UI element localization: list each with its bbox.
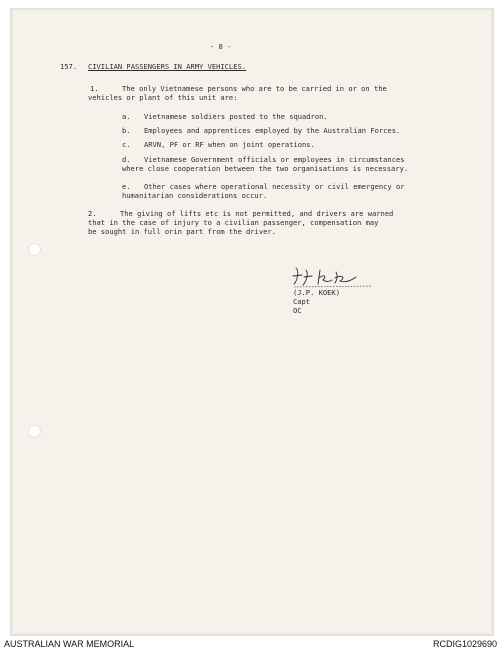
para-1-line-2: vehicles or plant of this unit are: [88,93,238,102]
para-1-line-1: The only Vietnamese persons who are to be carried in or on the [122,84,387,93]
para-1-number: 1. [90,84,99,93]
punch-hole-top [28,243,41,256]
handwritten-signature [290,264,380,290]
signatory-rank: Capt [293,297,311,306]
archive-credit: AUSTRALIAN WAR MEMORIAL [4,639,135,649]
item-b-text: Employees and apprentices employed by the Australian Forces. [144,126,401,135]
para-2-line-2: that in the case of injury to a civilian passenger, compensation may [88,218,379,227]
item-a-text: Vietnamese soldiers posted to the squadron. [144,112,328,121]
item-e-letter: e. [122,182,131,191]
section-heading: CIVILIAN PASSENGERS IN ARMY VEHICLES. [88,62,247,71]
paragraph-number: 157. [60,62,78,71]
item-c-text: ARVN, PF or RF when on joint operations. [144,140,315,149]
item-a-letter: a. [122,112,131,121]
document-page [10,8,494,636]
item-d-text-1: Vietnamese Government officials or employees in circumstances [144,155,405,164]
item-d-text-2: where close cooperation between the two organisations is necessary. [122,164,409,173]
signatory-title: OC [293,306,302,315]
item-c-letter: c. [122,140,131,149]
page-number: - 8 - [210,42,232,51]
item-b-letter: b. [122,126,131,135]
para-2-line-3: be sought in full orin part from the driver. [88,227,276,236]
para-2-line-1: The giving of lifts etc is not permitted, and drivers are warned [120,209,394,218]
archive-reference: RCDIG1029690 [432,639,497,649]
item-e-text-1: Other cases where operational necessity or civil emergency or [144,182,405,191]
item-d-letter: d. [122,155,131,164]
para-2-number: 2. [88,209,97,218]
item-e-text-2: humanitarian considerations occur. [122,191,268,200]
punch-hole-bottom [28,425,41,438]
signatory-name: (J.P. KOEK) [293,288,340,297]
